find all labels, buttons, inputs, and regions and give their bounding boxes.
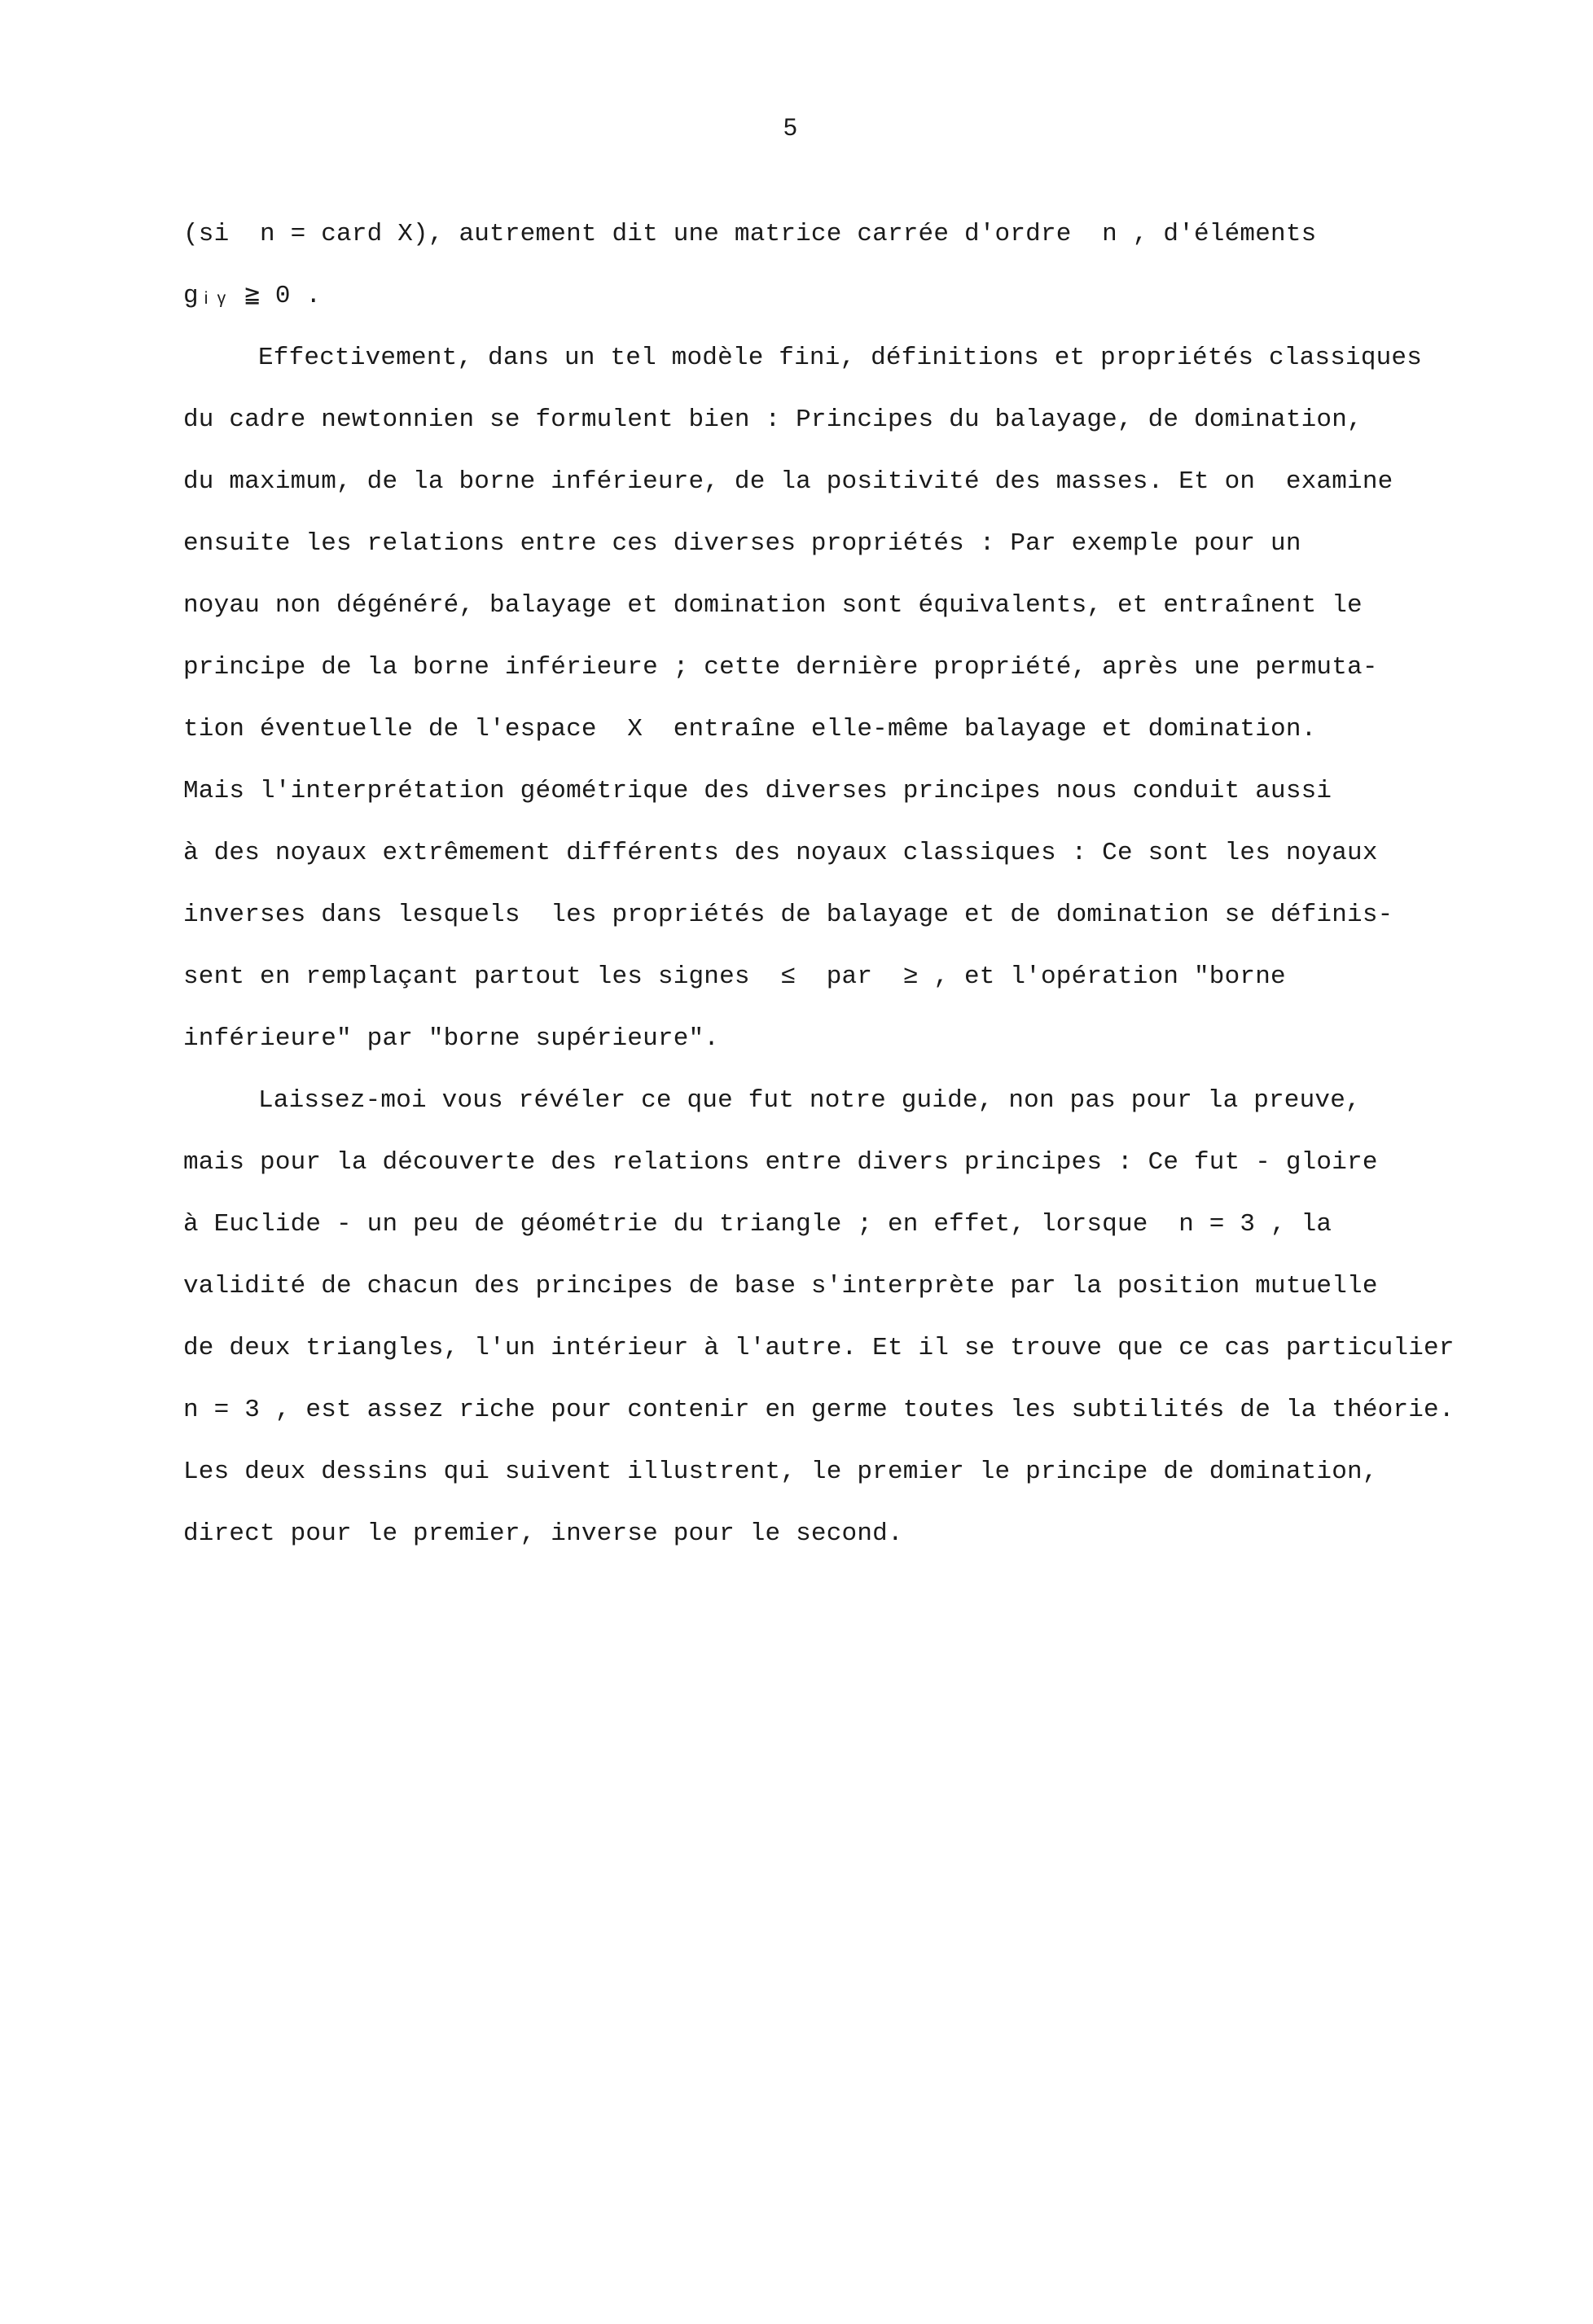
- text-line: n = 3 , est assez riche pour contenir en germe toutes les subtilités de la théorie.: [183, 1396, 1455, 1424]
- text-line: gᵢᵧ ≧ 0 .: [183, 282, 322, 310]
- text-line: tion éventuelle de l'espace X entraîne elle-même balayage et domination.: [183, 715, 1317, 743]
- text-line: inférieure" par "borne supérieure".: [183, 1024, 720, 1053]
- text-line: sent en remplaçant partout les signes ≤ par ≥ , et l'opération "borne: [183, 962, 1286, 991]
- body-text: [183, 204, 1454, 1565]
- text-line: Laissez-moi vous révéler ce que fut notre guide, non pas pour la preuve,: [258, 1086, 1361, 1115]
- text-line: principe de la borne inférieure ; cette dernière propriété, après une permuta-: [183, 653, 1378, 682]
- text-line: de deux triangles, l'un intérieur à l'autre. Et il se trouve que ce cas particulier: [183, 1334, 1455, 1362]
- text-line: ensuite les relations entre ces diverses propriétés : Par exemple pour un: [183, 529, 1301, 558]
- text-line: Effectivement, dans un tel modèle fini, définitions et propriétés classiques: [258, 344, 1423, 372]
- text-line: direct pour le premier, inverse pour le second.: [183, 1519, 903, 1548]
- text-line: du maximum, de la borne inférieure, de la positivité des masses. Et on examine: [183, 467, 1393, 496]
- page-number: 5: [783, 114, 797, 141]
- text-line: mais pour la découverte des relations entre divers principes : Ce fut - gloire: [183, 1148, 1378, 1177]
- text-line: Mais l'interprétation géométrique des diverses principes nous conduit aussi: [183, 777, 1332, 805]
- text-line: (si n = card X), autrement dit une matrice carrée d'ordre n , d'éléments: [183, 220, 1317, 248]
- text-line: noyau non dégénéré, balayage et domination sont équivalents, et entraînent le: [183, 591, 1363, 620]
- text-line: validité de chacun des principes de base s'interprète par la position mutuelle: [183, 1272, 1378, 1300]
- text-line: du cadre newtonnien se formulent bien : Principes du balayage, de domination,: [183, 406, 1363, 434]
- text-line: inverses dans lesquels les propriétés de balayage et de domination se définis-: [183, 901, 1393, 929]
- text-line: à des noyaux extrêmement différents des noyaux classiques : Ce sont les noyaux: [183, 839, 1378, 867]
- text-line: à Euclide - un peu de géométrie du triangle ; en effet, lorsque n = 3 , la: [183, 1210, 1332, 1239]
- text-line: Les deux dessins qui suivent illustrent, le premier le principe de domination,: [183, 1458, 1378, 1486]
